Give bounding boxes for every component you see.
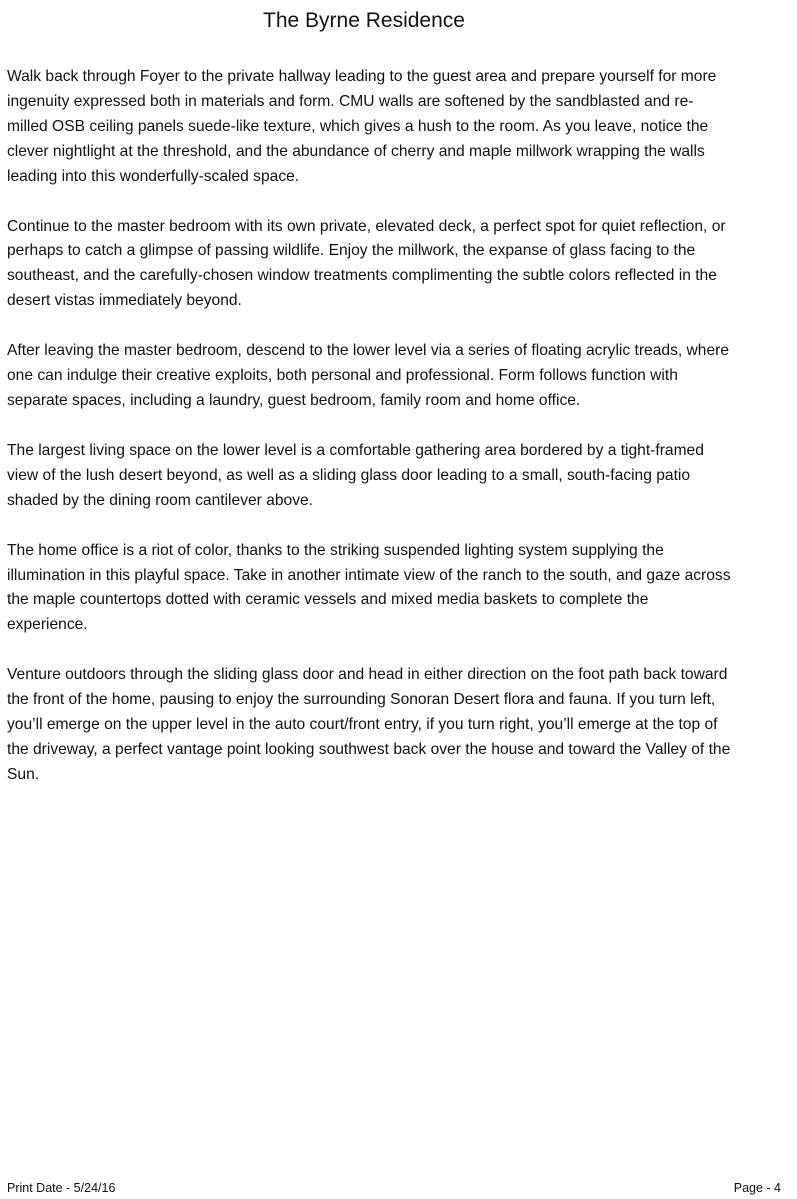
paragraph-lower-level: After leaving the master bedroom, descend to the lower level via a series of floating acrylic treads, where one can indulge their creative exploits, both personal and professional. Form follows function with separate spaces, including a laundry, guest bedroom, family room and home office. [7,342,730,409]
paragraph-guest-hallway: Walk back through Foyer to the private hallway leading to the guest area and prepare yourself for more ingenuity expressed both in materials and form. CMU walls are softened by the sandblasted and re-milled OSB ceiling panels suede-like texture, which gives a hush to the room. As you leave, notice the clever nightlight at the threshold, and the abundance of cherry and maple millwork wrapping the walls leading into this wonderfully-scaled space. [7,68,717,185]
document-body [7,65,732,813]
paragraph-outdoors: Venture outdoors through the sliding glass door and head in either direction on the foot path back toward the front of the home, pausing to enjoy the surrounding Sonoran Desert flora and fauna. If you turn left, you’ll emerge on the upper level in the auto court/front entry, if you turn right, you’ll emerge at the top of the driveway, a perfect vantage point looking southwest back over the house and toward the Valley of the Sun. [7,666,731,783]
paragraph-living-space: The largest living space on the lower level is a comfortable gathering area bordered by a tight-framed view of the lush desert beyond, as well as a sliding glass door leading to a small, south-facing patio shaded by the dining room cantilever above. [7,441,704,509]
paragraph-home-office: The home office is a riot of color, thanks to the striking suspended lighting system supplying the illumination in this playful space. Take in another intimate view of the ranch to the south, and gaze across the maple countertops dotted with ceramic vessels and mixed media baskets to complete the experience. [7,541,731,634]
paragraph-master-bedroom: Continue to the master bedroom with its own private, elevated deck, a perfect spot for quiet reflection, or perhaps to catch a glimpse of passing wildlife. Enjoy the millwork, the expanse of glass facing to the southeast, and the carefully-chosen window treatments complimenting the subtle colors reflected in the desert vistas immediately beyond. [7,217,726,310]
print-date: Print Date - 5/24/16 [7,1181,116,1195]
page-number: Page - 4 [733,1181,781,1195]
page-title: The Byrne Residence [263,9,465,32]
